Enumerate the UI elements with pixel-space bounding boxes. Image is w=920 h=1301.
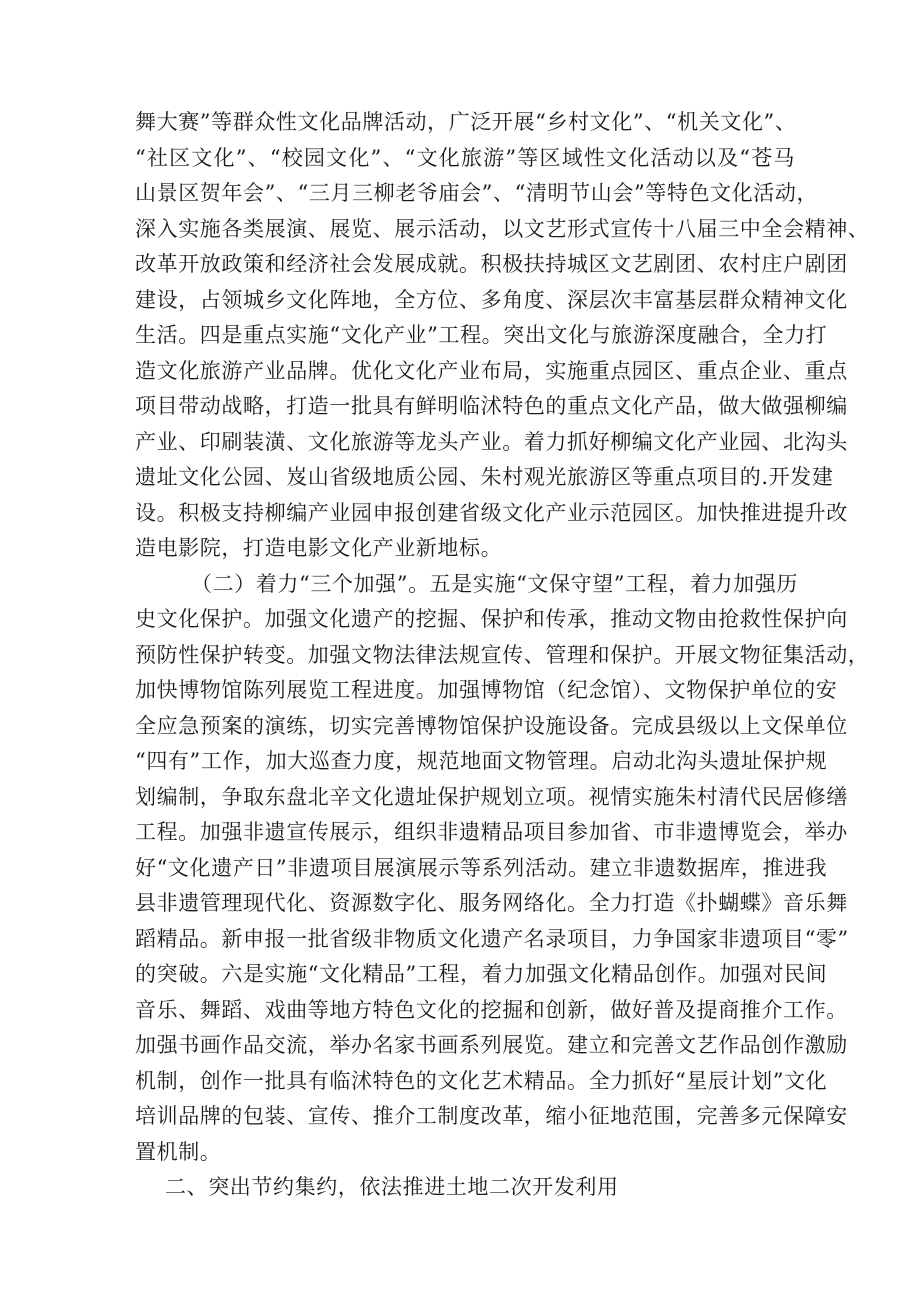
paragraph xyxy=(135,567,870,1171)
paragraph-line: 培训品牌的包装、宣传、推介工制度改革，缩小征地范围，完善多元保障安 xyxy=(135,1104,848,1128)
paragraph-line: 加强书画作品交流，举办名家书画系列展览。建立和完善文艺作品创作激励 xyxy=(135,1033,848,1057)
paragraph-line: 县非遗管理现代化、资源数字化、服务网络化。全力打造《扑蝴蝶》音乐舞 xyxy=(135,891,848,915)
paragraph-line: 舞大赛”等群众性文化品牌活动，广泛开展“乡村文化”、“机关文化”、 xyxy=(135,110,797,134)
paragraph-line: （二）着力“三个加强”。五是实施“文保守望”工程，着力加强历 xyxy=(191,571,798,596)
paragraph-line: 预防性保护转变。加强文物法律法规宣传、管理和保护。开展文物征集活动， xyxy=(135,642,870,667)
paragraph-line: 造文化旅游产业品牌。优化文化产业布局，实施重点园区、重点企业、重点 xyxy=(135,358,848,383)
paragraph-line: 造电影院，打造电影文化产业新地标。 xyxy=(135,536,503,560)
paragraph-line: 产业、印刷装潢、文化旅游等龙头产业。着力抓好柳编文化产业园、北沟头 xyxy=(135,429,848,454)
paragraph-line: 蹈精品。新申报一批省级非物质文化遗产名录项目，力争国家非遗项目“零” xyxy=(135,926,849,951)
paragraph-line: 全应急预案的演练，切实完善博物馆保护设施设备。完成县级以上文保单位 xyxy=(135,713,848,738)
paragraph-line: 二、突出节约集约，依法推进土地二次开发利用 xyxy=(165,1175,619,1199)
paragraph-line: 遗址文化公园、岌山省级地质公园、朱村观光旅游区等重点项目的.开发建 xyxy=(135,465,834,489)
paragraph-line: 设。积极支持柳编产业园申报创建省级文化产业示范园区。加快推进提升改 xyxy=(135,500,848,525)
paragraph-line: “社区文化”、“校园文化”、“文化旅游”等区域性文化活动以及“苍马 xyxy=(135,145,795,170)
paragraph-line: 置机制。 xyxy=(135,1139,222,1164)
paragraph xyxy=(135,105,870,567)
paragraph-line: “四有”工作，加大巡查力度，规范地面文物管理。启动北沟头遗址保护规 xyxy=(135,749,828,773)
paragraph xyxy=(135,1170,795,1206)
paragraph-line: 项目带动战略，打造一批具有鲜明临沭特色的重点文化产品，做大做强柳编 xyxy=(135,394,848,418)
paragraph-line: 划编制，争取东盘北辛文化遗址保护规划立项。视情实施朱村清代民居修缮 xyxy=(135,784,848,809)
paragraph-line: 改革开放政策和经济社会发展成就。积极扶持城区文艺剧团、农村庄户剧团 xyxy=(135,252,848,276)
paragraph-line: 加快博物馆陈列展览工程进度。加强博物馆（纪念馆）、文物保护单位的安 xyxy=(135,678,838,702)
paragraph-line: 的突破。六是实施“文化精品”工程，着力加强文化精品创作。加强对民间 xyxy=(135,962,828,986)
paragraph-line: 生活。四是重点实施“文化产业”工程。突出文化与旅游深度融合，全力打 xyxy=(135,323,828,347)
paragraph-line: 好“文化遗产日”非遗项目展演展示等系列活动。建立非遗数据库，推进我 xyxy=(135,855,828,880)
paragraph-line: 机制，创作一批具有临沭特色的文化艺术精品。全力抓好“星辰计划”文化 xyxy=(135,1068,828,1093)
paragraph-line: 音乐、舞蹈、戏曲等地方特色文化的挖掘和创新，做好普及提商推介工作。 xyxy=(135,997,848,1022)
paragraph-line: 山景区贺年会”、“三月三柳老爷庙会”、“清明节山会”等特色文化活动， xyxy=(135,181,819,205)
paragraph-line: 工程。加强非遗宣传展示，组织非遗精品项目参加省、市非遗博览会，举办 xyxy=(135,820,848,844)
paragraph-line: 史文化保护。加强文化遗产的挖掘、保护和传承，推动文物由抢救性保护向 xyxy=(135,607,848,631)
paragraph-line: 建设，占领城乡文化阵地，全方位、多角度、深层次丰富基层群众精神文化 xyxy=(135,287,848,312)
document-body xyxy=(135,105,870,1206)
paragraph-line: 深入实施各类展演、展览、展示活动，以文艺形式宣传十八届三中全会精神、 xyxy=(135,216,870,241)
